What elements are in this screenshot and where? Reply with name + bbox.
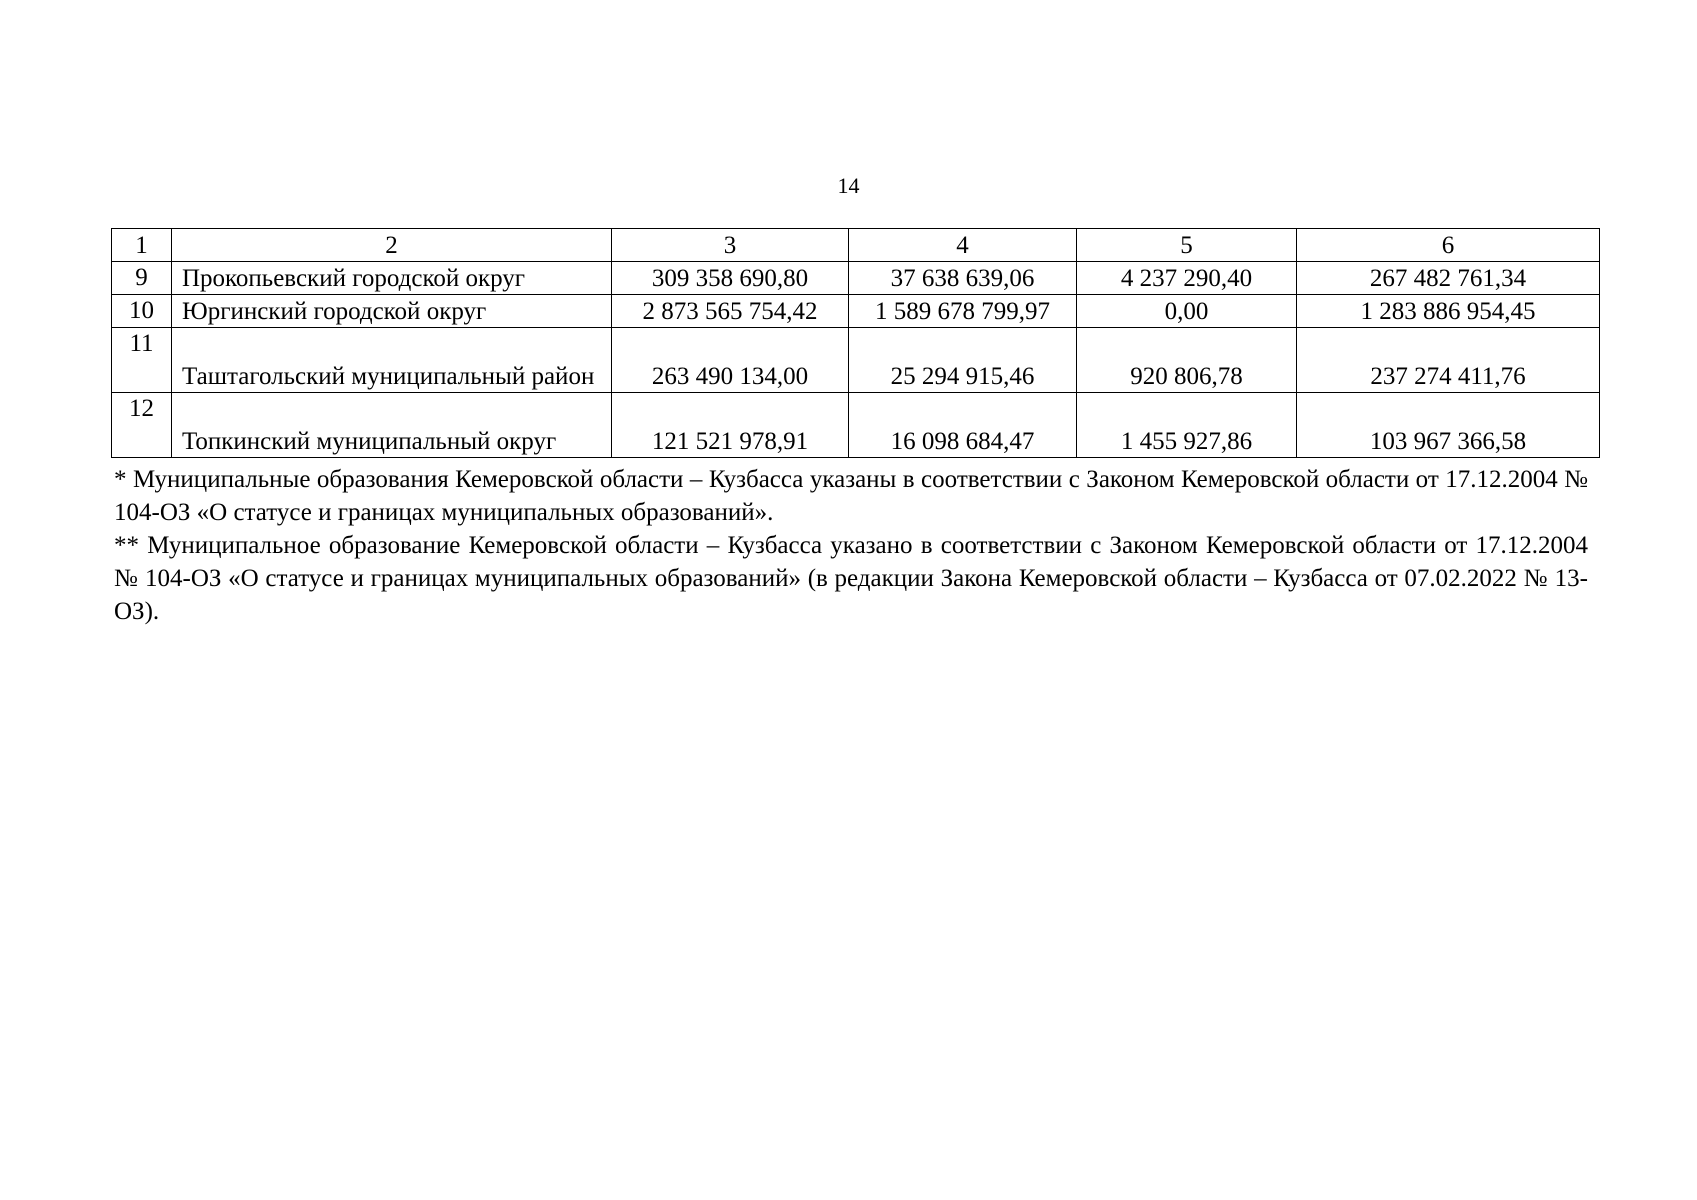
- header-cell: 4: [849, 229, 1077, 262]
- footnote-double-asterisk: ** Муниципальное образование Кемеровской области – Кузбасса указано в соответствии с Законом Кемеровской области от 17.12.2004 № 104-ОЗ «О статусе и границах муниципальных образований» (в редакции Закона Кемеровской области – Кузбасса от 07.02.2022 № 13-ОЗ).: [114, 532, 1588, 625]
- header-cell: 1: [112, 229, 172, 262]
- table-row: [112, 262, 1600, 295]
- value-col-6: 237 274 411,76: [1297, 328, 1600, 393]
- municipality-name: Юргинский городской округ: [172, 295, 612, 328]
- row-number: 11: [112, 328, 172, 393]
- value-col-5: 1 455 927,86: [1077, 393, 1297, 458]
- value-col-6: 103 967 366,58: [1297, 393, 1600, 458]
- table-row: [112, 328, 1600, 393]
- value-col-3: 2 873 565 754,42: [612, 295, 849, 328]
- header-cell: 5: [1077, 229, 1297, 262]
- value-col-3: 121 521 978,91: [612, 393, 849, 458]
- row-number: 12: [112, 393, 172, 458]
- footnote-single-asterisk: * Муниципальные образования Кемеровской области – Кузбасса указаны в соответствии с Законом Кемеровской области от 17.12.2004 № 104-ОЗ «О статусе и границах муниципальных образований».: [114, 466, 1588, 526]
- value-col-5: 920 806,78: [1077, 328, 1297, 393]
- value-col-4: 1 589 678 799,97: [849, 295, 1077, 328]
- municipality-name: Прокопьевский городской округ: [172, 262, 612, 295]
- row-number: 9: [112, 262, 172, 295]
- value-col-3: 263 490 134,00: [612, 328, 849, 393]
- page-number: 14: [837, 173, 860, 198]
- header-cell: 6: [1297, 229, 1600, 262]
- value-col-4: 16 098 684,47: [849, 393, 1077, 458]
- value-col-6: 267 482 761,34: [1297, 262, 1600, 295]
- table-row: [112, 295, 1600, 328]
- municipality-name: Таштагольский муниципальный район: [172, 328, 612, 393]
- municipality-name: Топкинский муниципальный округ: [172, 393, 612, 458]
- row-number: 10: [112, 295, 172, 328]
- value-col-3: 309 358 690,80: [612, 262, 849, 295]
- value-col-5: 0,00: [1077, 295, 1297, 328]
- table-header-row: [112, 229, 1600, 262]
- footnotes: [114, 463, 1588, 628]
- budget-table: [111, 228, 1600, 458]
- value-col-5: 4 237 290,40: [1077, 262, 1297, 295]
- header-cell: 3: [612, 229, 849, 262]
- value-col-4: 37 638 639,06: [849, 262, 1077, 295]
- value-col-6: 1 283 886 954,45: [1297, 295, 1600, 328]
- value-col-4: 25 294 915,46: [849, 328, 1077, 393]
- header-cell: 2: [172, 229, 612, 262]
- table-row: [112, 393, 1600, 458]
